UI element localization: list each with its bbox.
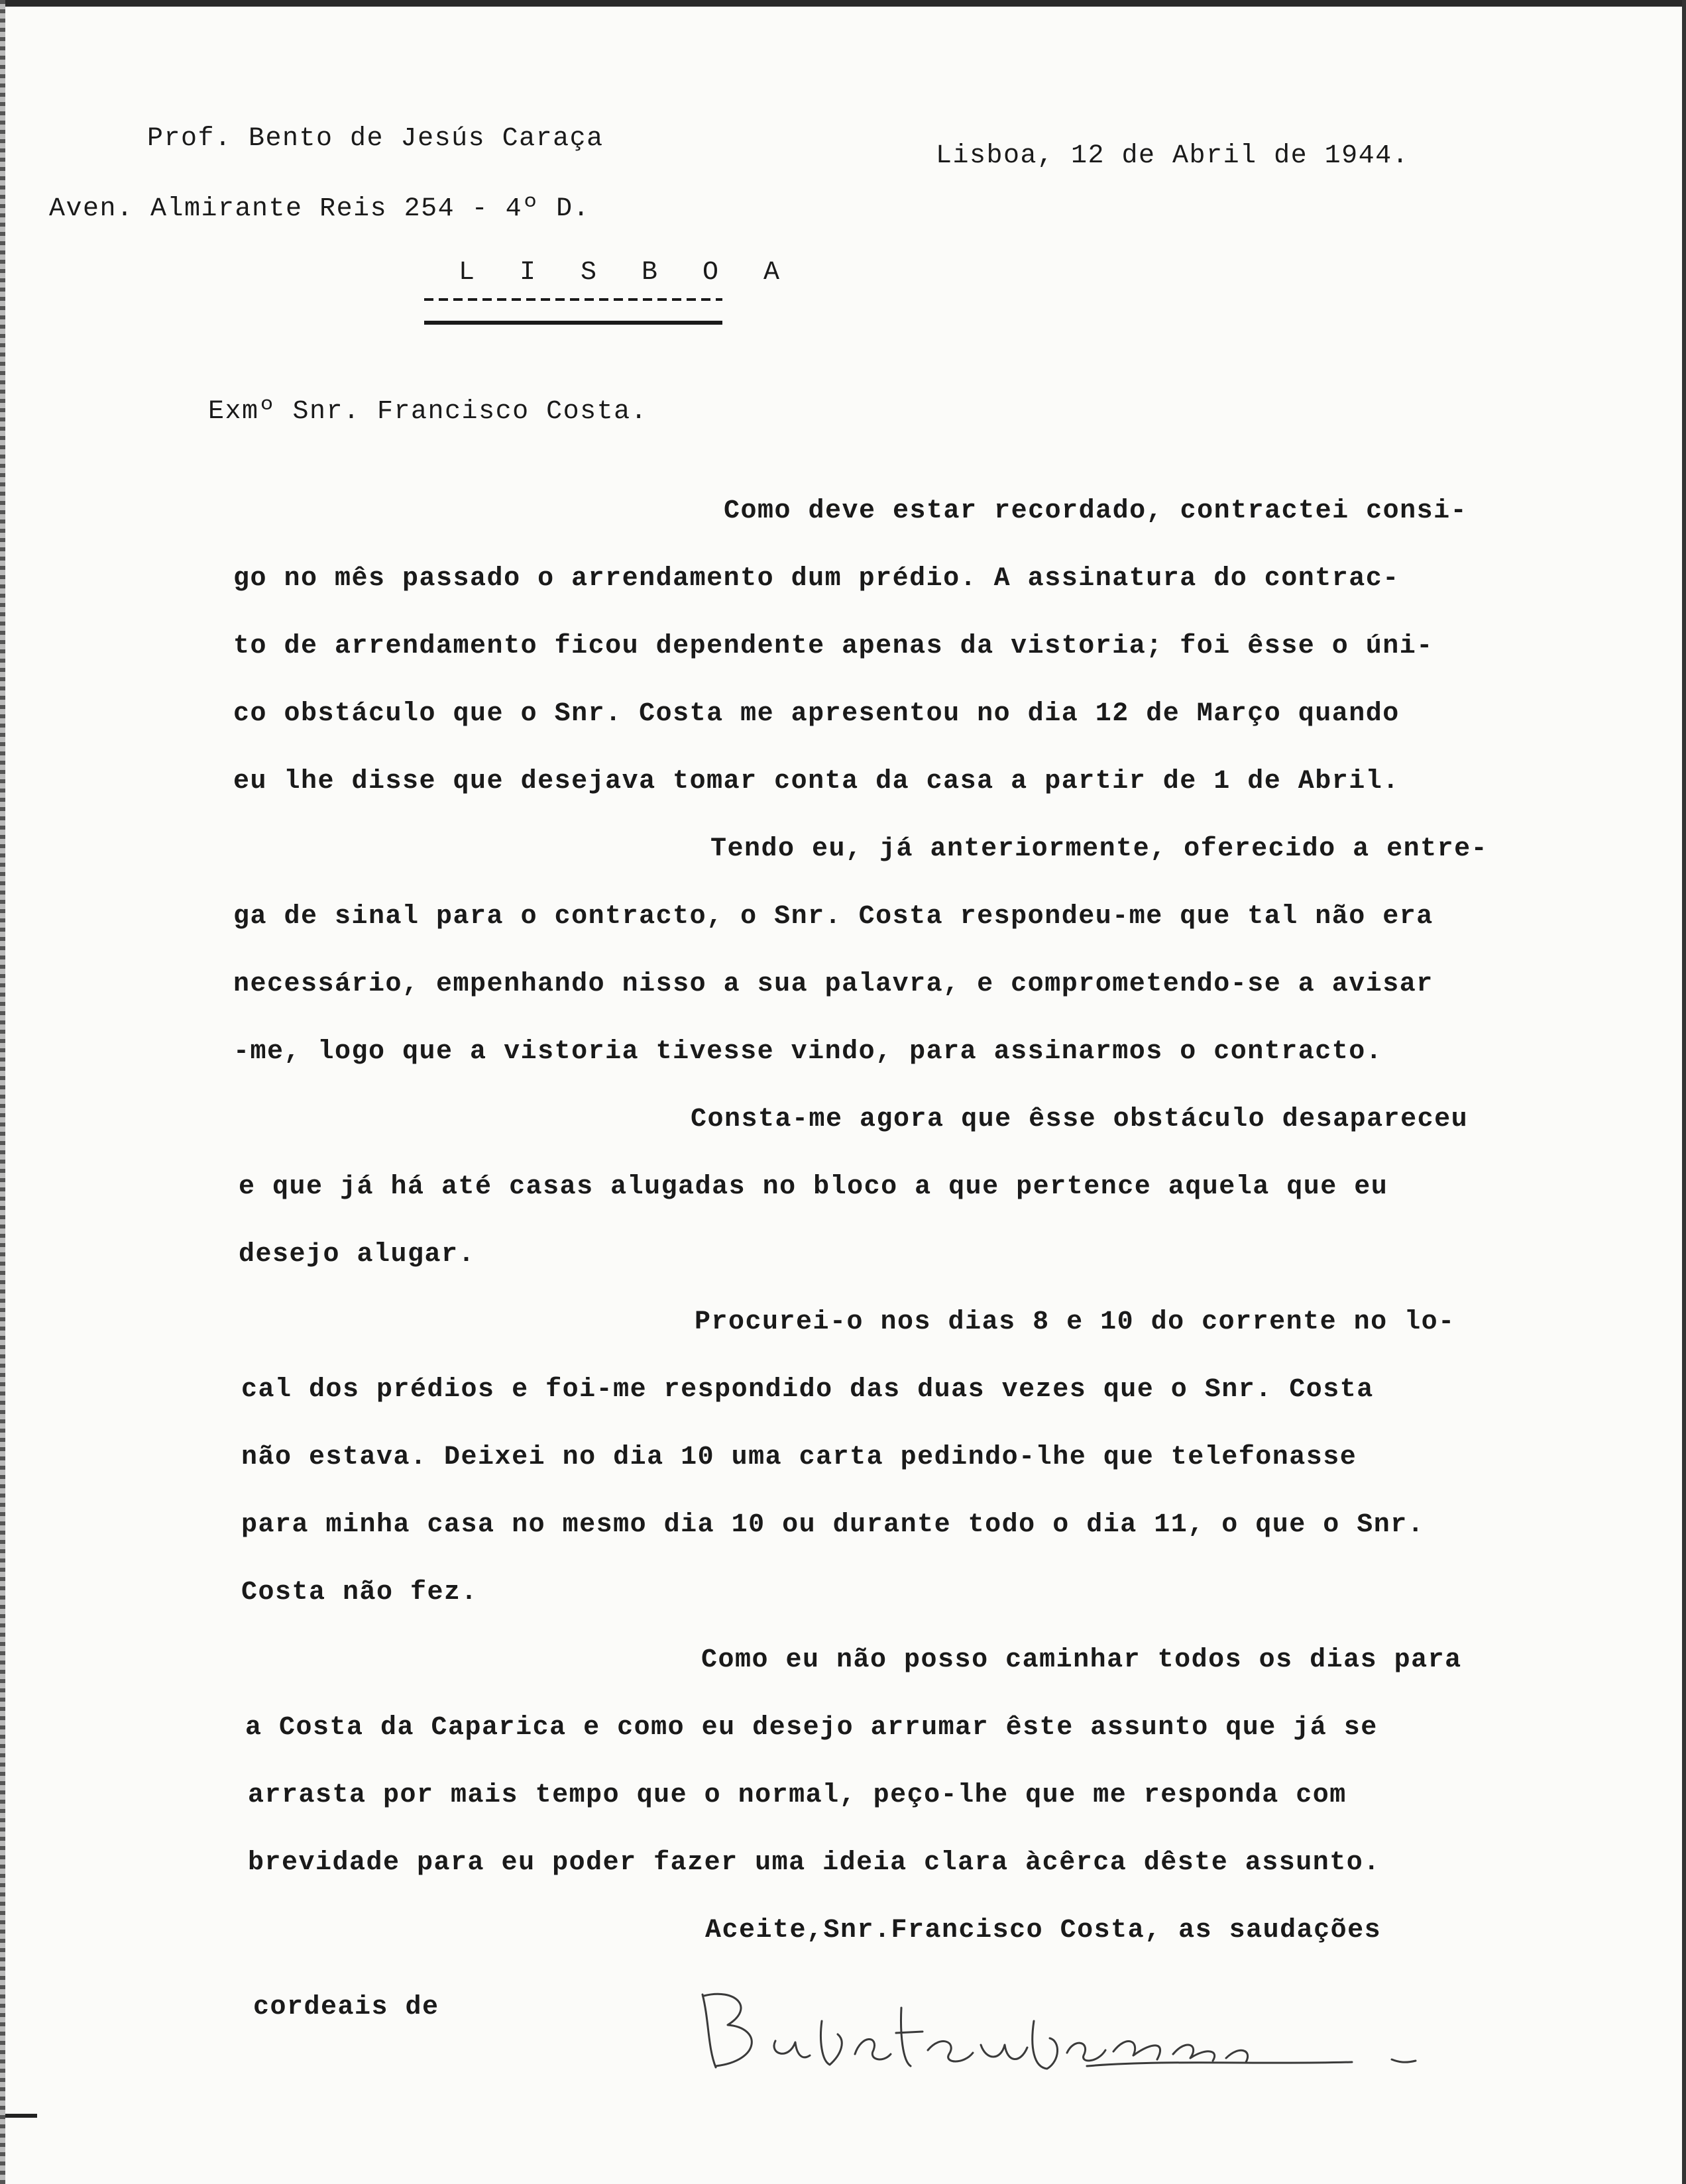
body-line: Procurei-o nos dias 8 e 10 do corrente no lo- (695, 1307, 1455, 1337)
body-line: não estava. Deixei no dia 10 uma carta pedindo-lhe que telefonasse (241, 1443, 1357, 1472)
body-line: e que já há até casas alugadas no bloco a que pertence aquela que eu (239, 1172, 1388, 1202)
body-line: Como deve estar recordado, contractei consi- (724, 496, 1468, 526)
body-line: go no mês passado o arrendamento dum prédio. A assinatura do contrac- (233, 564, 1400, 594)
body-line: cal dos prédios e foi-me respondido das duas vezes que o Snr. Costa (241, 1375, 1374, 1405)
sender-address: Aven. Almirante Reis 254 - 4º D. (49, 194, 590, 224)
body-line: -me, logo que a vistoria tivesse vindo, para assinarmos o contracto. (233, 1037, 1383, 1067)
body-line: Como eu não posso caminhar todos os dias para (701, 1645, 1462, 1675)
handwritten-signature (689, 1981, 1471, 2081)
body-line: Costa não fez. (241, 1578, 478, 1608)
body-line: para minha casa no mesmo dia 10 ou durante todo o dia 11, o que o Snr. (241, 1510, 1425, 1540)
body-line: ga de sinal para o contracto, o Snr. Costa respondeu-me que tal não era (233, 902, 1433, 932)
scan-border-right (1682, 0, 1686, 2184)
body-line: arrasta por mais tempo que o normal, peço-lhe que me responda com (248, 1780, 1347, 1810)
closing-line: cordeais de (253, 1993, 439, 2022)
body-line: a Costa da Caparica e como eu desejo arrumar êste assunto que já se (245, 1713, 1378, 1743)
city-dashed-rule (424, 298, 722, 301)
scan-corner-mark (5, 2114, 37, 2118)
scan-border-top (0, 0, 1686, 7)
body-line: brevidade para eu poder fazer uma ideia clara àcêrca dêste assunto. (248, 1848, 1380, 1878)
body-line: co obstáculo que o Snr. Costa me apresentou no dia 12 de Março quando (233, 699, 1400, 729)
body-line: Aceite,Snr.Francisco Costa, as saudações (705, 1916, 1382, 1945)
scan-border-left (0, 0, 5, 2184)
city-solid-rule (424, 321, 722, 325)
body-line: Tendo eu, já anteriormente, oferecido a entre- (710, 834, 1489, 864)
body-line: eu lhe disse que desejava tomar conta da casa a partir de 1 de Abril. (233, 767, 1400, 796)
body-line: Consta-me agora que êsse obstáculo desapareceu (691, 1105, 1469, 1134)
date-line: Lisboa, 12 de Abril de 1944. (936, 141, 1410, 171)
body-line: desejo alugar. (239, 1240, 476, 1270)
sender-name: Prof. Bento de Jesús Caraça (147, 124, 604, 154)
salutation: Exmº Snr. Francisco Costa. (208, 397, 648, 427)
body-line: to de arrendamento ficou dependente apenas da vistoria; foi êsse o úni- (233, 631, 1433, 661)
body-line: necessário, empenhando nisso a sua palavra, e comprometendo-se a avisar (233, 969, 1433, 999)
sender-city: L I S B O A (459, 258, 795, 288)
